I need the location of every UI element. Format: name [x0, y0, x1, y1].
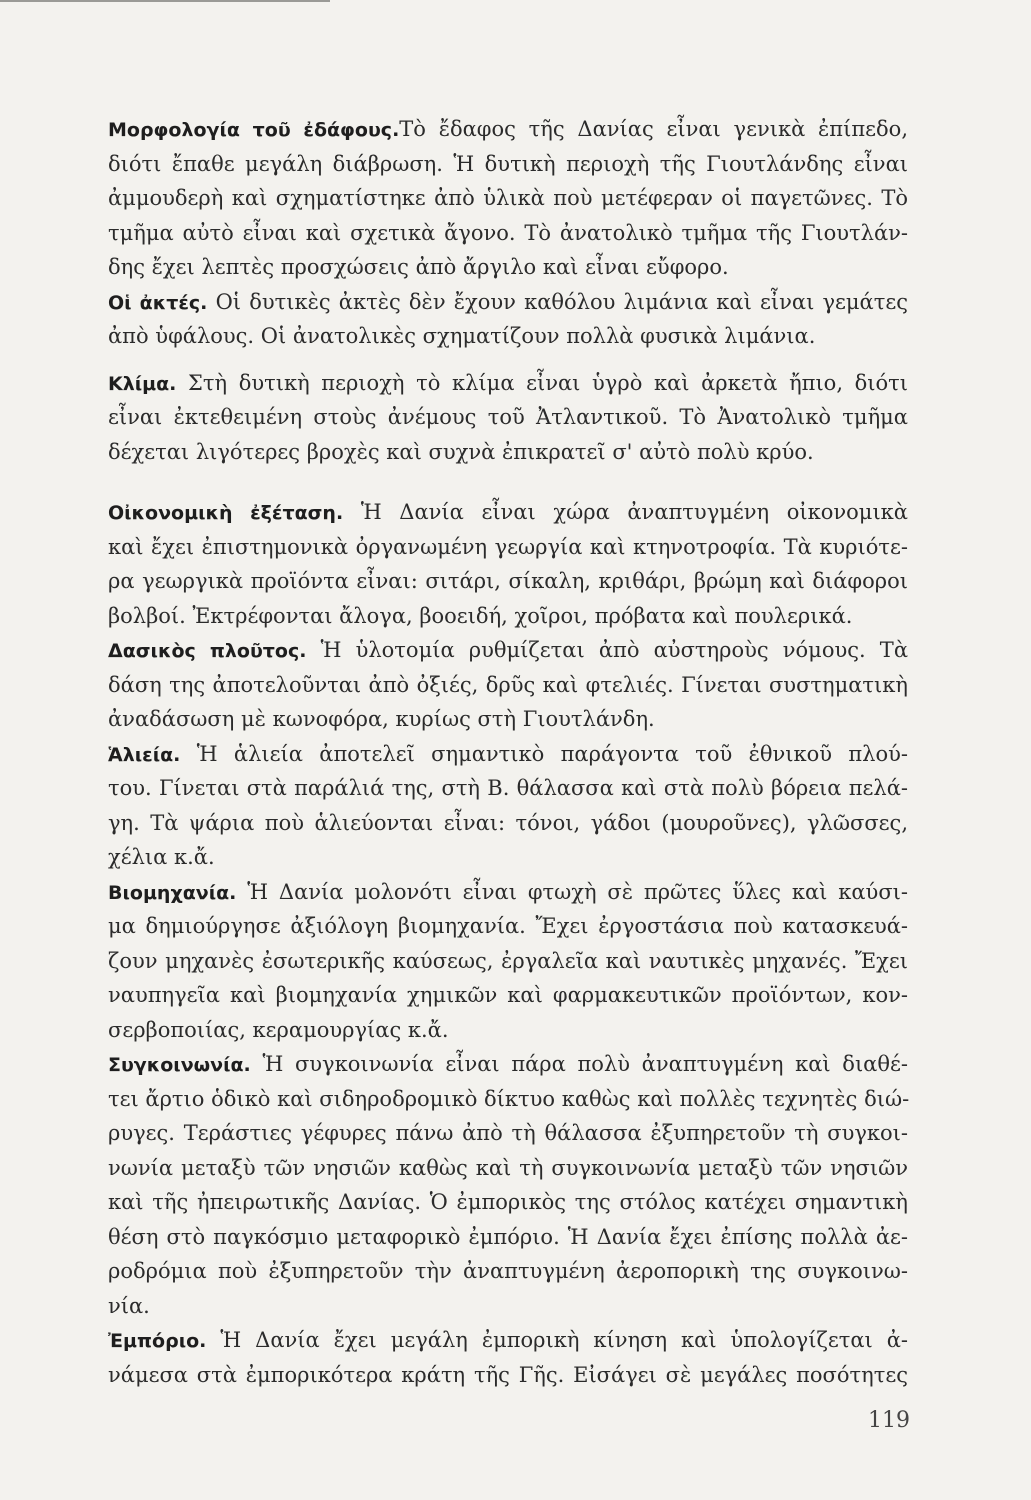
section-heading-transport: Συγκοινωνία.	[108, 1054, 251, 1076]
paragraph-line: δης ἔχει λεπτὲς προσχώσεις ἀπὸ ἄργιλο καὶ εἶναι εὔφορο.	[108, 255, 729, 279]
section-heading-trade: Ἐμπόριο.	[108, 1330, 207, 1352]
paragraph-line: Ἁλιεία. Ἡ ἁλιεία ἀποτελεῖ σημαντικὸ παράγοντα τοῦ ἐθνικοῦ πλού-	[108, 741, 908, 766]
page-number: 119	[868, 1408, 910, 1433]
body-text	[108, 112, 908, 1392]
paragraph-line: Συγκοινωνία. Ἡ συγκοινωνία εἶναι πάρα πολὺ ἀναπτυγμένη καὶ διαθέ-	[108, 1052, 908, 1076]
paragraph-line: δέχεται λιγότερες βροχὲς καὶ συχνὰ ἐπικρατεῖ σ' αὐτὸ πολὺ κρύο.	[108, 439, 814, 464]
paragraph-line: καὶ ἔχει ἐπιστημονικὰ ὀργανωμένη γεωργία καὶ κτηνοτροφία. Τὰ κυριότε-	[108, 534, 908, 559]
section-heading-economy: Οἰκονομικὴ ἐξέταση.	[108, 502, 344, 524]
paragraph-line: του. Γίνεται στὰ παράλιά της, στὴ Β. θάλασσα καὶ στὰ πολὺ βόρεια πελά-	[108, 776, 908, 800]
section-heading-fishing: Ἁλιεία.	[108, 743, 181, 766]
paragraph-line: Οἱ ἀκτές. Οἱ δυτικὲς ἀκτὲς δὲν ἔχουν καθόλου λιμάνια καὶ εἶναι γεμάτες	[108, 289, 908, 314]
paragraph-line: Ἐμπόριο. Ἡ Δανία ἔχει μεγάλη ἐμπορικὴ κίνηση καὶ ὑπολογίζεται ἀ-	[108, 1328, 908, 1352]
paragraph-line: σερβοποιίας, κεραμουργίας κ.ἄ.	[108, 1017, 449, 1042]
paragraph-line: Βιομηχανία. Ἡ Δανία μολονότι εἶναι φτωχὴ σὲ πρῶτες ὕλες καὶ καύσι-	[108, 879, 908, 904]
paragraph-line: ἀπὸ ὑφάλους. Οἱ ἀνατολικὲς σχηματίζουν πολλὰ φυσικὰ λιμάνια.	[108, 324, 816, 348]
paragraph-line: καὶ τῆς ἠπειρωτικῆς Δανίας. Ὁ ἐμπορικὸς της στόλος κατέχει σημαντικὴ	[108, 1190, 908, 1214]
paragraph-line: τμῆμα αὐτὸ εἶναι καὶ σχετικὰ ἄγονο. Τὸ ἀνατολικὸ τμῆμα τῆς Γιουτλάν-	[108, 220, 908, 245]
paragraph-line: ἀναδάσωση μὲ κωνοφόρα, κυρίως στὴ Γιουτλάνδη.	[108, 707, 655, 731]
paragraph-line: δάση της ἀποτελοῦνται ἀπὸ ὀξιές, δρῦς καὶ φτελιές. Γίνεται συστηματικὴ	[108, 672, 908, 697]
paragraph-line: ρα γεωργικὰ προϊόντα εἶναι: σιτάρι, σίκαλη, κριθάρι, βρώμη καὶ διάφοροι	[108, 569, 908, 593]
paragraph-line: Δασικὸς πλοῦτος. Ἡ ὑλοτομία ρυθμίζεται ἀπὸ αὐστηροὺς νόμους. Τὰ	[108, 638, 908, 662]
paragraph-line: εἶναι ἐκτεθειμένη στοὺς ἀνέμους τοῦ Ἀτλαντικοῦ. Τὸ Ἀνατολικὸ τμῆμα	[108, 405, 908, 429]
top-edge-rule	[0, 0, 330, 2]
paragraph-line: μα δημιούργησε ἀξιόλογη βιομηχανία. Ἔχει ἐργοστάσια ποὺ κατασκευά-	[108, 914, 908, 938]
paragraph-line: νία.	[108, 1293, 150, 1318]
section-heading-climate: Κλίμα.	[108, 372, 177, 395]
paragraph-line: ναυπηγεῖα καὶ βιομηχανία χημικῶν καὶ φαρμακευτικῶν προϊόντων, κον-	[108, 983, 908, 1007]
section-heading-industry: Βιομηχανία.	[108, 881, 237, 904]
paragraph-line: βολβοί. Ἐκτρέφονται ἄλογα, βοοειδή, χοῖροι, πρόβατα καὶ πουλερικά.	[108, 603, 853, 628]
paragraph-line: ζουν μηχανὲς ἐσωτερικῆς καύσεως, ἐργαλεῖα καὶ ναυτικὲς μηχανές. Ἔχει	[108, 948, 908, 973]
paragraph-line: διότι ἔπαθε μεγάλη διάβρωση. Ἡ δυτικὴ περιοχὴ τῆς Γιουτλάνδης εἶναι	[108, 151, 908, 176]
section-heading-coasts: Οἱ ἀκτές.	[108, 291, 208, 314]
paragraph-line: νάμεσα στὰ ἐμπορικότερα κράτη τῆς Γῆς. Εἰσάγει σὲ μεγάλες ποσότητες	[108, 1362, 908, 1387]
paragraph-line: γη. Τὰ ψάρια ποὺ ἁλιεύονται εἶναι: τόνοι, γάδοι (μουροῦνες), γλῶσσες,	[108, 810, 908, 835]
paragraph-line: ρυγες. Τεράστιες γέφυρες πάνω ἀπὸ τὴ θάλασσα ἐξυπηρετοῦν τὴ συγκοι-	[108, 1121, 908, 1145]
paragraph-line: νωνία μεταξὺ τῶν νησιῶν καθὼς καὶ τὴ συγκοινωνία μεταξὺ τῶν νησιῶν	[108, 1155, 908, 1180]
paragraph-line: ροδρόμια ποὺ ἐξυπηρετοῦν τὴν ἀναπτυγμένη ἀεροπορικὴ της συγκοινω-	[108, 1259, 908, 1283]
paragraph-line: χέλια κ.ἄ.	[108, 845, 215, 869]
paragraph-line: τει ἄρτιο ὁδικὸ καὶ σιδηροδρομικὸ δίκτυο καθὼς καὶ πολλὲς τεχνητὲς διώ-	[108, 1086, 910, 1111]
section-heading-forestry: Δασικὸς πλοῦτος.	[108, 640, 307, 662]
section-heading-morphology: Μορφολογία τοῦ ἐδάφους.	[108, 119, 400, 141]
paragraph-line: Κλίμα. Στὴ δυτικὴ περιοχὴ τὸ κλίμα εἶναι ὑγρὸ καὶ ἀρκετὰ ἤπιο, διότι	[108, 370, 908, 395]
paragraph-line: Οἰκονομικὴ ἐξέταση. Ἡ Δανία εἶναι χώρα ἀναπτυγμένη οἰκονομικὰ	[108, 500, 908, 524]
paragraph-line: Μορφολογία τοῦ ἐδάφους.Τὸ ἔδαφος τῆς Δανίας εἶναι γενικὰ ἐπίπεδο,	[108, 117, 908, 141]
paragraph-line: θέση στὸ παγκόσμιο μεταφορικὸ ἐμπόριο. Ἡ Δανία ἔχει ἐπίσης πολλὰ ἀε-	[108, 1224, 908, 1249]
paragraph-line: ἀμμουδερὴ καὶ σχηματίστηκε ἀπὸ ὑλικὰ ποὺ μετέφεραν οἱ παγετῶνες. Τὸ	[108, 186, 908, 210]
